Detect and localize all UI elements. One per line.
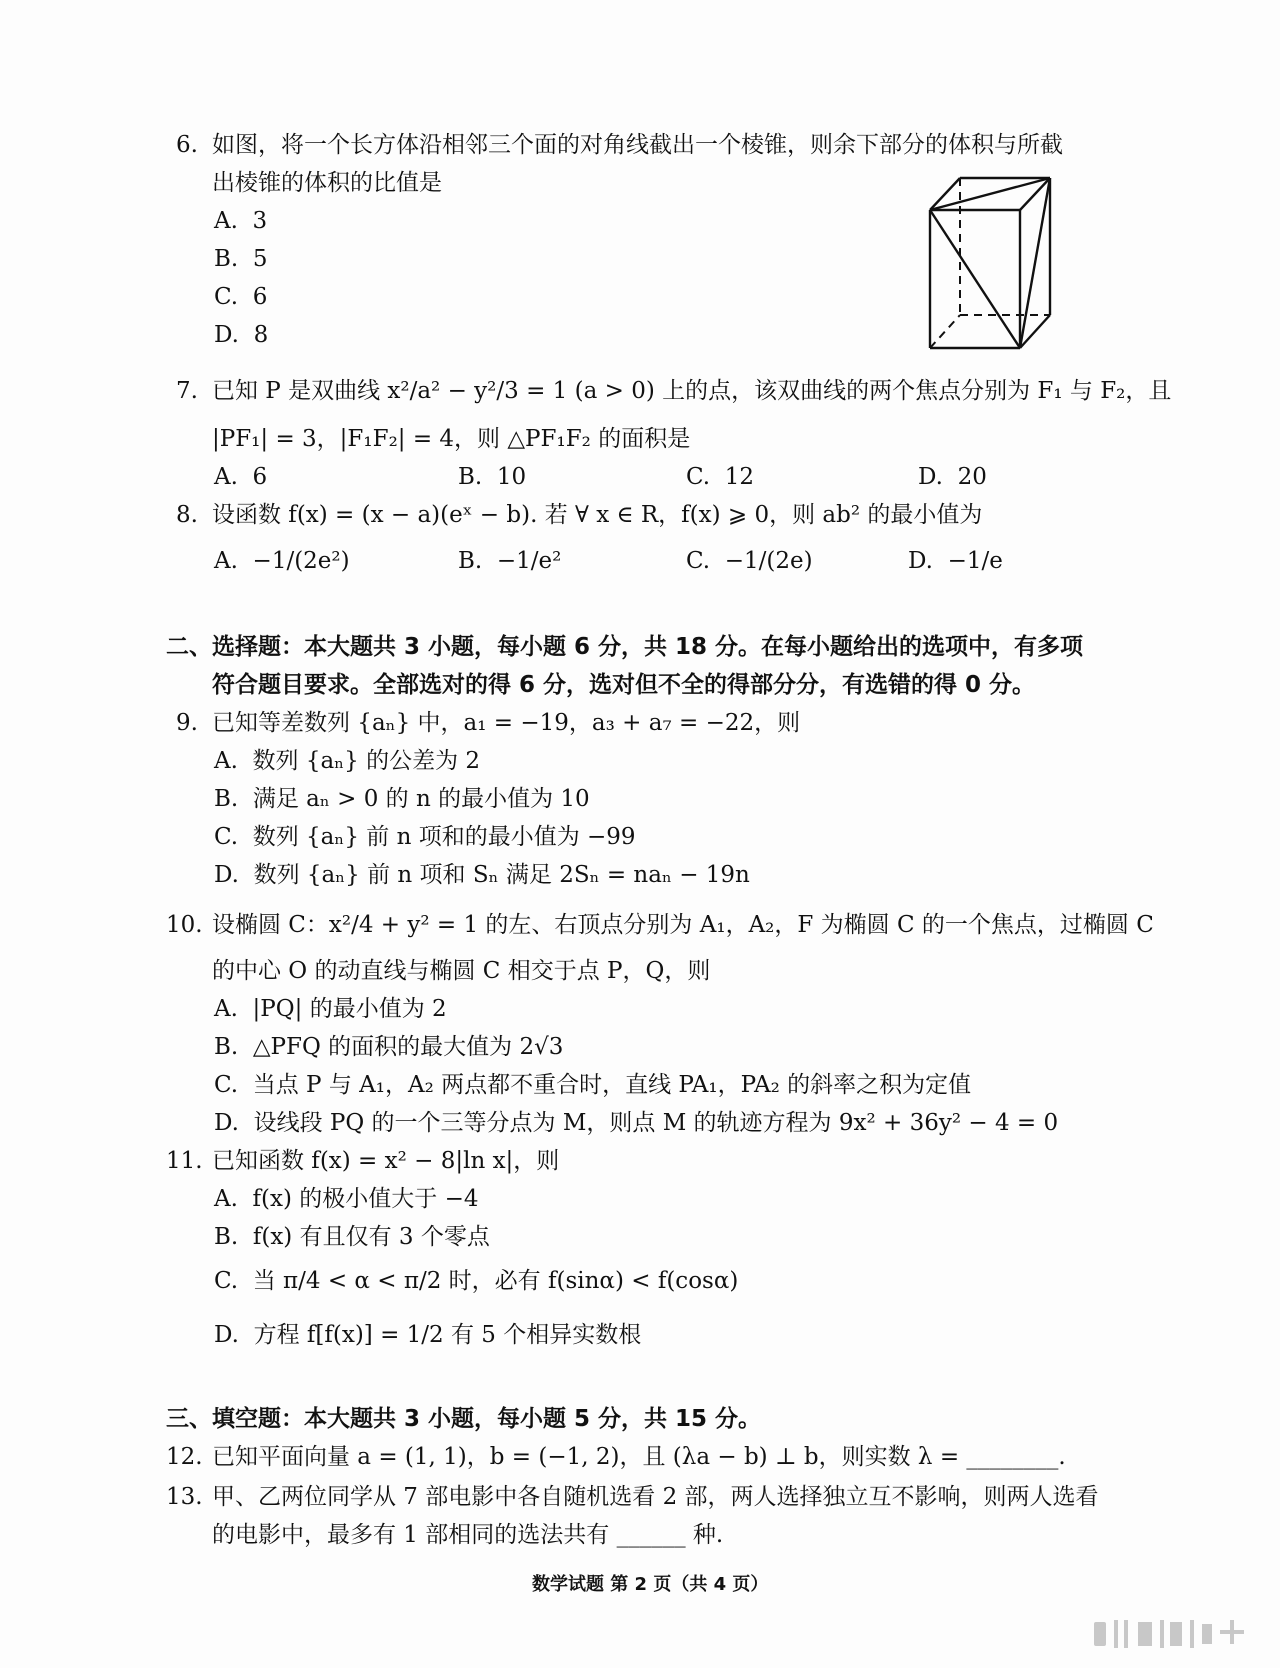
page-footer: 数学试题 第 2 页（共 4 页）	[532, 1574, 769, 1595]
section-2-heading-line1: 二、选择题：本大题共 3 小题，每小题 6 分，共 18 分。在每小题给出的选项中，有多项	[166, 634, 1084, 660]
cuboid-figure	[920, 170, 1070, 360]
q6-option-b: B. 5	[214, 246, 268, 272]
q6-option-c: C. 6	[214, 284, 268, 310]
q8-option-d: D. −1/e	[908, 548, 1003, 574]
q10-option-b: B. △PFQ 的面积的最大值为 2√3	[214, 1034, 564, 1060]
q6-option-a: A. 3	[214, 208, 268, 234]
q13-number: 13.	[166, 1484, 203, 1510]
q7-option-a: A. 6	[214, 464, 268, 490]
q13-stem-line1: 甲、乙两位同学从 7 部电影中各自随机选看 2 部，两人选择独立互不影响，则两人选看	[212, 1484, 1099, 1510]
q10-number: 10.	[166, 912, 203, 938]
q12-stem-line1: 已知平面向量 a = (1, 1)，b = (−1, 2)，且 (λa − b) ⊥ b，则实数 λ = ________.	[212, 1444, 1066, 1470]
q9-option-d: D. 数列 {aₙ} 前 n 项和 Sₙ 满足 2Sₙ = naₙ − 19n	[214, 862, 750, 888]
q11-stem-line1: 已知函数 f(x) = x² − 8|ln x|，则	[212, 1148, 560, 1174]
q7-number: 7.	[176, 378, 198, 404]
section-3-heading: 三、填空题：本大题共 3 小题，每小题 5 分，共 15 分。	[166, 1406, 762, 1432]
q10-stem-line1: 设椭圆 C：x²/4 + y² = 1 的左、右顶点分别为 A₁，A₂，F 为椭圆 C 的一个焦点，过椭圆 C	[212, 912, 1154, 938]
q6-stem-line2: 出棱锥的体积的比值是	[212, 170, 442, 196]
q7-stem-line1: 已知 P 是双曲线 x²/a² − y²/3 = 1 (a > 0) 上的点，该双曲线的两个焦点分别为 F₁ 与 F₂，且	[212, 378, 1172, 404]
q11-option-c: C. 当 π/4 < α < π/2 时，必有 f(sinα) < f(cosα)	[214, 1268, 739, 1294]
q10-option-a: A. |PQ| 的最小值为 2	[214, 996, 447, 1022]
q8-stem-line1: 设函数 f(x) = (x − a)(eˣ − b). 若 ∀ x ∈ R，f(x) ⩾ 0，则 ab² 的最小值为	[212, 502, 983, 528]
q11-option-a: A. f(x) 的极小值大于 −4	[214, 1186, 479, 1212]
q7-stem-line2: |PF₁| = 3，|F₁F₂| = 4，则 △PF₁F₂ 的面积是	[212, 426, 691, 452]
q9-option-a: A. 数列 {aₙ} 的公差为 2	[214, 748, 481, 774]
q10-option-c: C. 当点 P 与 A₁，A₂ 两点都不重合时，直线 PA₁，PA₂ 的斜率之积为定值	[214, 1072, 972, 1098]
q6-number: 6.	[176, 132, 198, 158]
q8-option-b: B. −1/e²	[458, 548, 562, 574]
section-2-heading-line2: 符合题目要求。全部选对的得 6 分，选对但不全的得部分分，有选错的得 0 分。	[212, 672, 1036, 698]
q6-option-d: D. 8	[214, 322, 269, 348]
q8-option-a: A. −1/(2e²)	[214, 548, 350, 574]
q7-option-b: B. 10	[458, 464, 527, 490]
q13-stem-line2: 的电影中，最多有 1 部相同的选法共有 ______ 种.	[212, 1522, 724, 1548]
q8-number: 8.	[176, 502, 198, 528]
q10-stem-line2: 的中心 O 的动直线与椭圆 C 相交于点 P，Q，则	[212, 958, 711, 984]
q11-option-d: D. 方程 f[f(x)] = 1/2 有 5 个相异实数根	[214, 1322, 642, 1348]
q9-stem-line1: 已知等差数列 {aₙ} 中，a₁ = −19，a₃ + a₇ = −22，则	[212, 710, 801, 736]
q10-option-d: D. 设线段 PQ 的一个三等分点为 M，则点 M 的轨迹方程为 9x² + 36y² − 4 = 0	[214, 1110, 1059, 1136]
q11-number: 11.	[166, 1148, 203, 1174]
q6-stem-line1: 如图，将一个长方体沿相邻三个面的对角线截出一个棱锥，则余下部分的体积与所截	[212, 132, 1063, 158]
q11-option-b: B. f(x) 有且仅有 3 个零点	[214, 1224, 490, 1250]
watermark-icon	[1090, 1616, 1260, 1652]
q7-option-d: D. 20	[918, 464, 987, 490]
q9-option-c: C. 数列 {aₙ} 前 n 项和的最小值为 −99	[214, 824, 636, 850]
q9-option-b: B. 满足 aₙ > 0 的 n 的最小值为 10	[214, 786, 590, 812]
q8-option-c: C. −1/(2e)	[686, 548, 813, 574]
q9-number: 9.	[176, 710, 198, 736]
q7-option-c: C. 12	[686, 464, 754, 490]
q12-number: 12.	[166, 1444, 203, 1470]
